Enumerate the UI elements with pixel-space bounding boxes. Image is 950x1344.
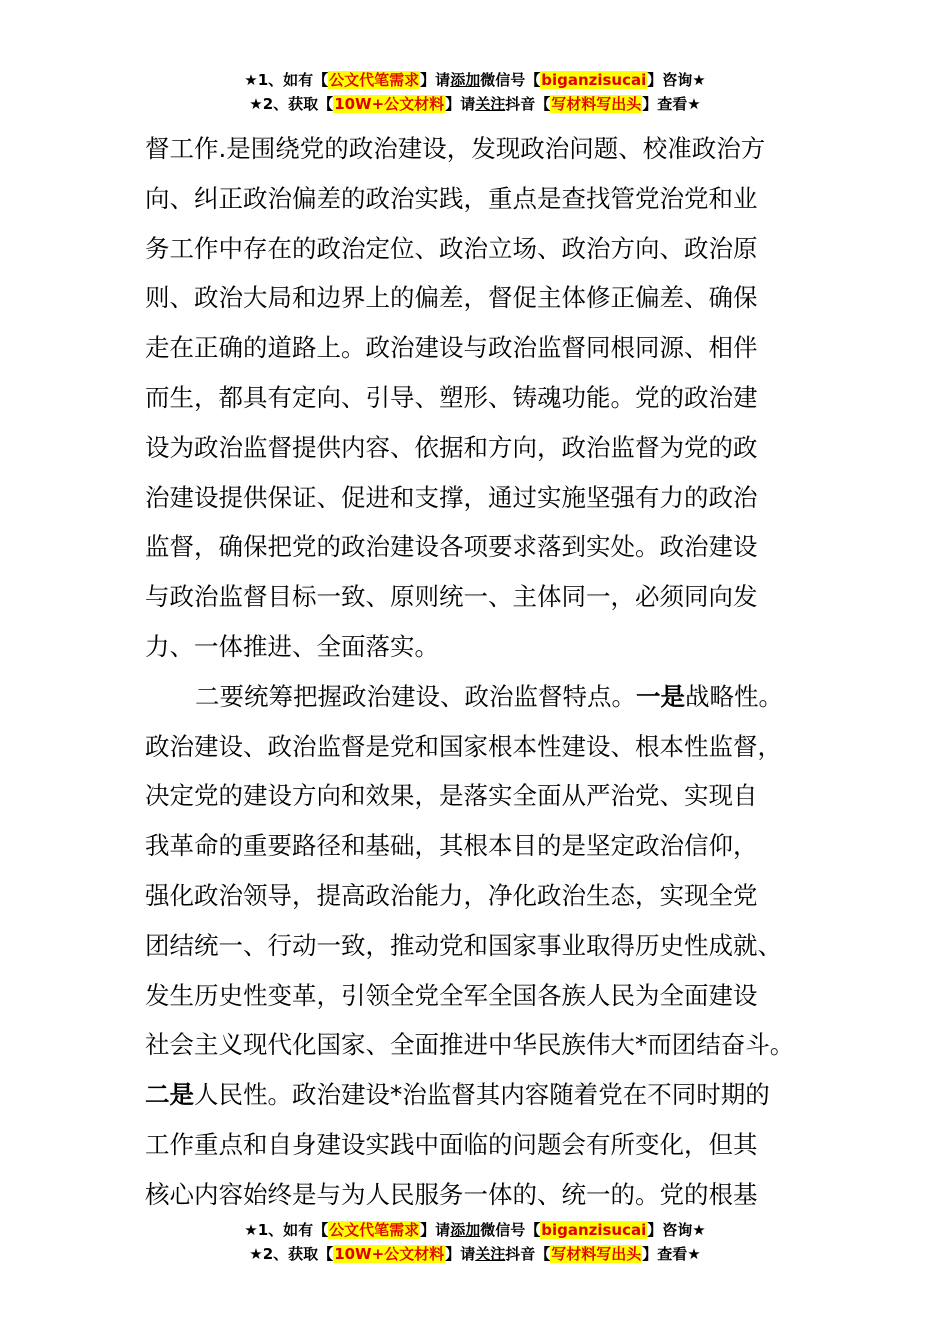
highlight-douyin: 写材料写出头 xyxy=(551,1245,642,1263)
body-line: 政治建设、政治监督是党和国家根本性建设、根本性监督， xyxy=(145,731,782,761)
promo-banner-bottom xyxy=(0,1218,950,1266)
promo-line-1: ★1、如有【公文代笔需求】请添加微信号【biganzisucai】咨询★ xyxy=(244,71,706,89)
highlight-douyin: 写材料写出头 xyxy=(551,95,642,113)
body-line: 务工作中存在的政治定位、政治立场、政治方向、政治原 xyxy=(145,233,758,263)
promo-line-2: ★2、获取【10W+公文材料】请关注抖音【写材料写出头】查看★ xyxy=(249,95,701,113)
body-line: 二是人民性。政治建设*治监督其内容随着党在不同时期的 xyxy=(145,1080,770,1110)
body-line: 而生，都具有定向、引导、塑形、铸魂功能。党的政治建 xyxy=(145,382,758,412)
body-line: 力、一体推进、全面落实。 xyxy=(145,631,439,661)
promo-banner-top xyxy=(0,68,950,116)
body-line: 强化政治领导，提高政治能力，净化政治生态，实现全党 xyxy=(145,880,758,910)
body-line: 团结统一、行动一致，推动党和国家事业取得历史性成就、 xyxy=(145,930,782,960)
body-line: 我革命的重要路径和基础，其根本目的是坚定政治信仰， xyxy=(145,831,758,861)
body-line: 核心内容始终是与为人民服务一体的、统一的。党的根基 xyxy=(145,1179,758,1209)
body-line: 社会主义现代化国家、全面推进中华民族伟大*而团结奋斗。 xyxy=(145,1030,795,1060)
paragraph-start-line: 二要统筹把握政治建设、政治监督特点。一是战略性。 xyxy=(195,681,783,711)
body-line: 设为政治监督提供内容、依据和方向，政治监督为党的政 xyxy=(145,432,758,462)
highlight-service: 公文代笔需求 xyxy=(329,71,420,89)
body-line: 治建设提供保证、促进和支撑，通过实施坚强有力的政治 xyxy=(145,482,758,512)
highlight-materials: 10W+公文材料 xyxy=(334,95,445,113)
highlight-materials: 10W+公文材料 xyxy=(334,1245,445,1263)
body-line: 向、纠正政治偏差的政治实践，重点是查找管党治党和业 xyxy=(145,183,758,213)
body-line: 督工作.是围绕党的政治建设，发现政治问题、校准政治方 xyxy=(145,134,766,163)
document-body xyxy=(145,124,825,1220)
bold-lead-1: 一是 xyxy=(636,681,685,711)
promo-line-2: ★2、获取【10W+公文材料】请关注抖音【写材料写出头】查看★ xyxy=(249,1245,701,1263)
body-line: 发生历史性变革，引领全党全军全国各族人民为全面建设 xyxy=(145,980,758,1010)
body-line: 监督，确保把党的政治建设各项要求落到实处。政治建设 xyxy=(145,532,758,562)
body-line: 走在正确的道路上。政治建设与政治监督同根同源、相伴 xyxy=(145,333,758,363)
body-line: 决定党的建设方向和效果，是落实全面从严治党、实现自 xyxy=(145,781,758,811)
body-line: 与政治监督目标一致、原则统一、主体同一，必须同向发 xyxy=(145,582,758,612)
bold-lead-2: 二是 xyxy=(145,1080,194,1110)
highlight-wechat-id: biganzisucai xyxy=(541,71,647,89)
promo-line-1: ★1、如有【公文代笔需求】请添加微信号【biganzisucai】咨询★ xyxy=(244,1221,706,1239)
body-line: 则、政治大局和边界上的偏差，督促主体修正偏差、确保 xyxy=(145,283,758,313)
highlight-service: 公文代笔需求 xyxy=(329,1221,420,1239)
body-line: 工作重点和自身建设实践中面临的问题会有所变化，但其 xyxy=(145,1129,758,1159)
highlight-wechat-id: biganzisucai xyxy=(541,1221,647,1239)
